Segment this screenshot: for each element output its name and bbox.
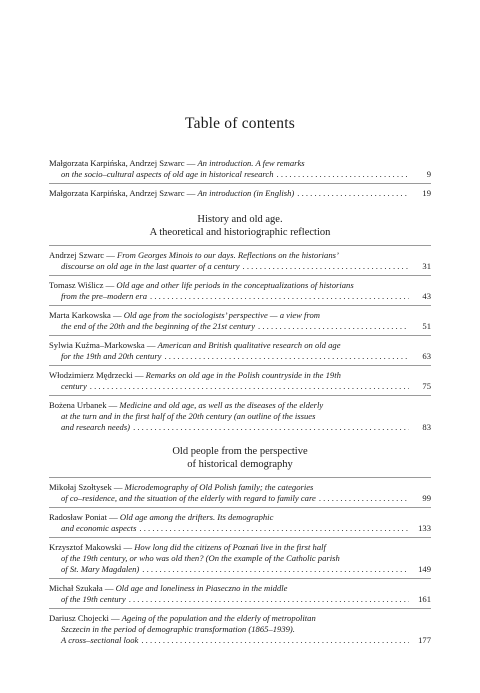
entry-title-line: American and British qualitative research on old age (157, 340, 341, 350)
section-heading-line: A theoretical and historiographic reflection (149, 227, 331, 238)
leader-dots (165, 351, 410, 362)
entry-title-line: of the 19th century (61, 594, 126, 604)
entry-separator (49, 305, 431, 306)
page-number: 161 (418, 594, 431, 604)
entry-separator (49, 507, 431, 508)
entry-separator (49, 608, 431, 609)
entry-title-line: at the turn and in the first half of the 20th century (an outline of the issues (61, 411, 316, 421)
entry-title-line: An introduction. A few remarks (197, 158, 305, 168)
entry-title-line: the end of the 20th and the beginning of the 21st century (61, 321, 256, 331)
page-number: 177 (418, 635, 431, 645)
entry-author: Michał Szukała (49, 583, 103, 593)
entry-title-line: discourse on old age in the last quarter of a century (61, 261, 240, 271)
leader-dots (297, 188, 409, 199)
leader-dots (139, 523, 409, 534)
entry-separator (49, 275, 431, 276)
entry-title-line: from the pre–modern era (61, 291, 148, 301)
toc-entry[interactable]: Małgorzata Karpińska, Andrzej Szwarc — An introduction (in English) . . . 19 (49, 188, 431, 199)
entry-title-line: Remarks on old age in the Polish countryside in the 19th (145, 370, 341, 380)
entry-title-line: Ageing of the population and the elderly of metropolitan (121, 613, 316, 623)
entry-title-line: Old age from the sociologists’ perspective — a view from (123, 310, 320, 320)
entry-title-line: on the socio–cultural aspects of old age in historical research (61, 169, 274, 179)
entry-separator (49, 245, 431, 246)
page-number: 133 (418, 523, 431, 533)
entry-author: Sylwia Kuźma–Markowska (49, 340, 145, 350)
toc-entry[interactable]: Tomasz Wiślicz — Old age and other life periods in the conceptualizations of historians from the pre–modern era . . . 43 (49, 280, 431, 302)
table-of-contents (49, 158, 431, 646)
section-heading (49, 445, 431, 471)
toc-entry[interactable]: Marta Karkowska — Old age from the sociologists’ perspective — a view from the end of the 20th and the beginning of the 21st century . . . 51 (49, 310, 431, 332)
leader-dots (141, 635, 409, 646)
entry-title-line: An introduction (in English) (197, 188, 295, 198)
page-number: 149 (418, 564, 431, 574)
toc-entry[interactable]: Krzysztof Makowski — How long did the citizens of Poznań live in the first half of the 19th century, or who was old then? (On the example of the Catholic parish of St. Mary Magdalen) . . . 149 (49, 542, 431, 575)
leader-dots (277, 169, 409, 180)
leader-dots (319, 493, 409, 504)
page-number: 99 (422, 493, 431, 503)
toc-entry[interactable]: Radosław Poniat — Old age among the drifters. Its demographic and economic aspects . . . 133 (49, 512, 431, 534)
entry-author: Bożena Urbanek (49, 400, 107, 410)
entry-title-line: Old age among the drifters. Its demographic (119, 512, 274, 522)
entry-title-line: of the 19th century, or who was old then? (On the example of the Catholic parish (61, 553, 340, 563)
leader-dots (133, 422, 409, 433)
entry-separator (49, 537, 431, 538)
section-heading-line: Old people from the perspective (172, 446, 308, 457)
leader-dots (142, 564, 409, 575)
page-number: 75 (422, 381, 431, 391)
entry-author: Małgorzata Karpińska, Andrzej Szwarc (49, 158, 185, 168)
entry-separator (49, 395, 431, 396)
entry-title-line: How long did the citizens of Poznań live in the first half (134, 542, 326, 552)
entry-separator (49, 335, 431, 336)
page-number: 9 (426, 169, 431, 179)
entry-separator (49, 365, 431, 366)
entry-separator (49, 477, 431, 478)
toc-entry[interactable]: Włodzimierz Mędrzecki — Remarks on old age in the Polish countryside in the 19th century . . . 75 (49, 370, 431, 392)
toc-entry[interactable]: Sylwia Kuźma–Markowska — American and British qualitative research on old age for the 19th and 20th century . . . 63 (49, 340, 431, 362)
page-number: 19 (422, 188, 431, 198)
entry-separator (49, 578, 431, 579)
leader-dots (150, 291, 409, 302)
entry-author: Małgorzata Karpińska, Andrzej Szwarc (49, 188, 185, 198)
leader-dots (258, 321, 409, 332)
section-heading-line: of historical demography (187, 459, 293, 470)
leader-dots (129, 594, 409, 605)
leader-dots (90, 381, 409, 392)
toc-entry[interactable]: Dariusz Chojecki — Ageing of the population and the elderly of metropolitan Szczecin in the period of demographic transformation (1865–1939). A cross–sectional look . . . 177 (49, 613, 431, 646)
entry-author: Radosław Poniat (49, 512, 108, 522)
entry-author: Tomasz Wiślicz (49, 280, 104, 290)
toc-entry[interactable]: Małgorzata Karpińska, Andrzej Szwarc — An introduction. A few remarks on the socio–cultural aspects of old age in historical research . . . 9 (49, 158, 431, 180)
page-number: 43 (422, 291, 431, 301)
entry-author: Marta Karkowska (49, 310, 111, 320)
entry-separator (49, 183, 431, 184)
entry-title-line: Medicine and old age, as well as the diseases of the elderly (119, 400, 324, 410)
entry-title-line: and economic aspects (61, 523, 137, 533)
entry-title-line: and research needs) (61, 422, 131, 432)
entry-author: Mikołaj Szołtysek (49, 482, 112, 492)
entry-author: Krzysztof Makowski (49, 542, 122, 552)
toc-entry[interactable]: Andrzej Szwarc — From Georges Minois to our days. Reflections on the historians’ discourse on old age in the last quarter of a century . . . 31 (49, 250, 431, 272)
entry-title-line: Microdemography of Old Polish family; the categories (124, 482, 314, 492)
toc-entry[interactable]: Bożena Urbanek — Medicine and old age, as well as the diseases of the elderly at the turn and in the first half of the 20th century (an outline of the issues and research needs) . . . 83 (49, 400, 431, 433)
entry-title-line: Old age and loneliness in Piaseczno in the middle (115, 583, 288, 593)
entry-title-line: century (61, 381, 87, 391)
entry-title-line: Szczecin in the period of demographic transformation (1865–1939). (61, 624, 295, 634)
entry-title-line: of St. Mary Magdalen) (61, 564, 140, 574)
page-title: Table of contents (185, 115, 295, 132)
entry-author: Włodzimierz Mędrzecki (49, 370, 133, 380)
entry-author: Andrzej Szwarc (49, 250, 105, 260)
page-number: 51 (422, 321, 431, 331)
entry-title-line: Old age and other life periods in the conceptualizations of historians (116, 280, 354, 290)
entry-title-line: A cross–sectional look (61, 635, 139, 645)
leader-dots (243, 261, 409, 272)
entry-title-line: From Georges Minois to our days. Reflections on the historians’ (117, 250, 339, 260)
entry-author: Dariusz Chojecki (49, 613, 109, 623)
entry-title-line: for the 19th and 20th century (61, 351, 162, 361)
page-number: 83 (422, 422, 431, 432)
toc-entry[interactable]: Michał Szukała — Old age and loneliness in Piaseczno in the middle of the 19th century . . . 161 (49, 583, 431, 605)
entry-title-line: of co–residence, and the situation of the elderly with regard to family care (61, 493, 316, 503)
page-number: 63 (422, 351, 431, 361)
section-heading (49, 213, 431, 239)
section-heading-line: History and old age. (197, 214, 283, 225)
toc-entry[interactable]: Mikołaj Szołtysek — Microdemography of Old Polish family; the categories of co–residence, and the situation of the elderly with regard to family care . . . 99 (49, 482, 431, 504)
page-number: 31 (422, 261, 431, 271)
